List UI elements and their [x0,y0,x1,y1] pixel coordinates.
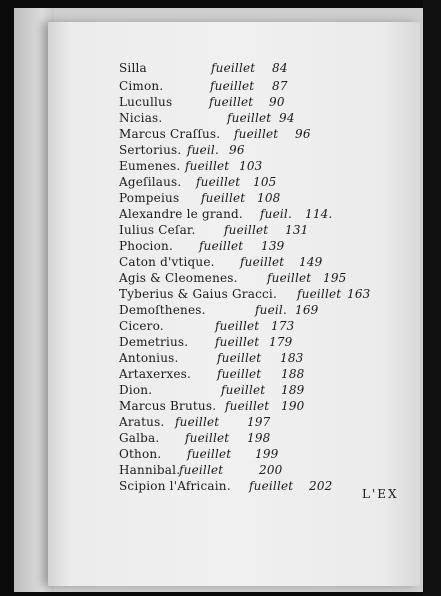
entry-folio-number: 198 [247,431,271,445]
entry-folio-number: 103 [239,159,263,173]
index-entry [119,238,285,254]
index-entry [119,142,245,158]
entry-name: Iulius Ceſar. [119,223,196,237]
entry-name: Artaxerxes. [119,367,192,381]
entry-name: Lucullus [119,95,173,109]
entry-name: Silla [119,61,147,75]
entry-name: Demoſthenes. [119,303,206,317]
entry-folio-word: fueillet [179,463,224,477]
entry-folio-number: 139 [261,239,285,253]
entry-folio-number: 84 [272,61,288,75]
index-entry [119,462,283,478]
entry-name: Scipion l'Africain. [119,479,231,493]
entry-folio-word: fueil. [187,143,219,157]
index-entry [119,382,305,398]
index-entry [119,222,309,238]
entry-folio-number: 199 [255,447,279,461]
index-entry [119,110,295,126]
entry-name: Cicero. [119,319,164,333]
catchword: L'EX [362,487,399,501]
entry-folio-word: fueillet [215,335,260,349]
entry-folio-number: 169 [295,303,319,317]
entry-folio-word: fueillet [249,479,294,493]
entry-folio-number: 195 [323,271,347,285]
entry-name: Marcus Craſſus. [119,127,221,141]
entry-folio-word: fueillet [217,351,262,365]
index-entry [119,414,271,430]
entry-name: Sertorius. [119,143,182,157]
entry-name: Cimon. [119,79,164,93]
entry-folio-word: fueil. [255,303,287,317]
entry-folio-number: 108 [257,191,281,205]
entry-name: Caton d'vtique. [119,255,215,269]
entry-folio-word: fueillet [211,61,256,75]
entry-folio-number: 188 [281,367,305,381]
entry-folio-word: fueillet [215,319,260,333]
entry-folio-word: fueillet [221,383,266,397]
entry-folio-number: 114. [305,207,333,221]
entry-folio-word: fueillet [217,367,262,381]
entry-folio-word: fueillet [185,159,230,173]
entry-folio-number: 200 [259,463,283,477]
index-entry [119,302,319,318]
index-entry [119,286,371,302]
entry-folio-word: fueillet [209,95,254,109]
entry-folio-number: 94 [279,111,295,125]
index-entry [119,430,271,446]
entry-name: Aratus. [119,415,165,429]
entry-folio-number: 179 [269,335,293,349]
index-entry [119,94,285,110]
entry-folio-number: 149 [299,255,323,269]
index-entry [119,190,281,206]
entry-folio-word: fueillet [210,79,255,93]
entry-folio-number: 202 [309,479,333,493]
entry-name: Phocion. [119,239,173,253]
index-entry [119,446,279,462]
entry-folio-word: fueillet [199,239,244,253]
entry-folio-word: fueil. [260,207,292,221]
entry-folio-number: 173 [271,319,295,333]
index-entry [119,334,293,350]
index-entry [119,78,288,94]
index-entry [119,126,311,142]
entry-folio-number: 96 [229,143,245,157]
entry-folio-word: fueillet [240,255,285,269]
entry-name: Demetrius. [119,335,189,349]
entry-folio-word: fueillet [201,191,246,205]
entry-name: Ageſilaus. [119,175,182,189]
entry-folio-word: fueillet [175,415,220,429]
entry-name: Alexandre le grand. [119,207,243,221]
entry-name: Hannibal. [119,463,181,477]
entry-folio-word: fueillet [224,223,269,237]
entry-name: Tyberius & Gaius Gracci. [119,287,277,301]
entry-folio-word: fueillet [185,431,230,445]
entry-folio-word: fueillet [187,447,232,461]
entry-folio-number: 105 [253,175,277,189]
index-entry [119,318,295,334]
index-entry [119,398,305,414]
entry-folio-word: fueillet [225,399,270,413]
index-entry [119,206,333,222]
entry-folio-word: fueillet [227,111,272,125]
entry-name: Nicias. [119,111,163,125]
entry-folio-word: fueillet [297,287,342,301]
entry-name: Pompeius [119,191,180,205]
entry-folio-number: 189 [281,383,305,397]
entry-folio-number: 96 [295,127,311,141]
entry-name: Eumenes. [119,159,181,173]
entry-name: Antonius. [119,351,179,365]
entry-name: Othon. [119,447,162,461]
index-entry [119,254,323,270]
index-entry [119,270,347,286]
entry-folio-number: 183 [280,351,304,365]
entry-name: Agis & Cleomenes. [119,271,238,285]
index-entry [119,174,277,190]
entry-folio-number: 90 [269,95,285,109]
entry-folio-number: 87 [272,79,288,93]
entry-folio-number: 163 [347,287,371,301]
entry-folio-word: fueillet [196,175,241,189]
entry-folio-number: 197 [247,415,271,429]
index-entry [119,366,305,382]
index-entry [119,350,304,366]
entry-folio-word: fueillet [267,271,312,285]
entry-name: Dion. [119,383,153,397]
index-entry [119,478,333,494]
entry-name: Galba. [119,431,160,445]
entry-name: Marcus Brutus. [119,399,217,413]
index-entry [119,60,288,76]
entry-folio-number: 190 [281,399,305,413]
entry-folio-number: 131 [285,223,309,237]
index-entry [119,158,263,174]
entry-folio-word: fueillet [234,127,279,141]
